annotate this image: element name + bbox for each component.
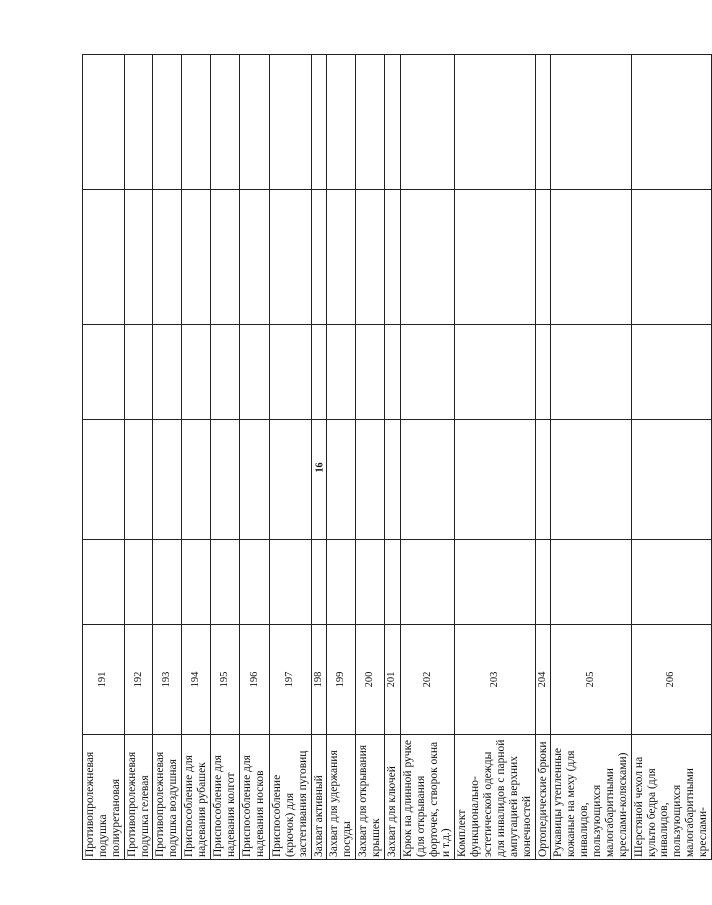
table-row	[182, 55, 211, 860]
empty-cell	[239, 325, 269, 420]
device-name-cell: Противопролежневая подушка воздушная	[153, 735, 182, 860]
row-number-cell: 197	[269, 625, 311, 735]
empty-cell	[153, 540, 182, 625]
device-name-cell: Противопролежневая подушка гелевая	[124, 735, 153, 860]
empty-cell	[83, 325, 125, 420]
device-name-cell: Приспособление для надевания колгот	[210, 735, 239, 860]
empty-cell	[269, 420, 311, 540]
empty-cell	[384, 420, 400, 540]
row-number-cell: 195	[210, 625, 239, 735]
device-name-cell: Комплект функционально-эстетической одежды для инвалидов с парной ампутацией верхних конечностей	[455, 735, 535, 860]
empty-cell	[83, 540, 125, 625]
empty-cell	[551, 55, 631, 190]
empty-cell	[182, 325, 211, 420]
empty-cell	[311, 420, 327, 540]
device-name-cell: Ортопедические брюки	[535, 735, 551, 860]
empty-cell	[311, 190, 327, 325]
empty-cell	[384, 55, 400, 190]
row-number-cell: 192	[124, 625, 153, 735]
empty-cell	[124, 55, 153, 190]
empty-cell	[356, 420, 385, 540]
table-row	[327, 55, 356, 860]
empty-cell	[311, 325, 327, 420]
device-name-cell: Приспособление (крючок) для застегивания пуговиц	[269, 735, 311, 860]
empty-cell	[311, 55, 327, 190]
empty-cell	[551, 190, 631, 325]
empty-cell	[182, 190, 211, 325]
table-row	[269, 55, 311, 860]
empty-cell	[400, 190, 455, 325]
empty-cell	[210, 325, 239, 420]
empty-cell	[153, 420, 182, 540]
empty-cell	[182, 420, 211, 540]
empty-cell	[239, 420, 269, 540]
empty-cell	[356, 190, 385, 325]
empty-cell	[400, 55, 455, 190]
row-number-cell: 191	[83, 625, 125, 735]
table-row	[384, 55, 400, 860]
empty-cell	[210, 540, 239, 625]
empty-cell	[83, 420, 125, 540]
row-number-cell: 194	[182, 625, 211, 735]
table-row	[551, 55, 631, 860]
table-row	[239, 55, 269, 860]
empty-cell	[455, 540, 535, 625]
table-row	[83, 55, 125, 860]
empty-cell	[356, 540, 385, 625]
device-name-cell: Приспособление для надевания носков	[239, 735, 269, 860]
row-number-cell: 203	[455, 625, 535, 735]
empty-cell	[535, 540, 551, 625]
device-name-cell: Захват для открывания крышек	[356, 735, 385, 860]
empty-cell	[182, 540, 211, 625]
empty-cell	[631, 420, 711, 540]
empty-cell	[269, 190, 311, 325]
row-number-cell: 200	[356, 625, 385, 735]
row-number-cell: 205	[551, 625, 631, 735]
row-number-cell: 206	[631, 625, 711, 735]
empty-cell	[400, 540, 455, 625]
empty-cell	[269, 325, 311, 420]
row-number-cell: 202	[400, 625, 455, 735]
page-number: 16	[314, 462, 326, 473]
empty-cell	[400, 325, 455, 420]
empty-cell	[239, 190, 269, 325]
empty-cell	[327, 55, 356, 190]
empty-cell	[153, 325, 182, 420]
empty-cell	[400, 420, 455, 540]
empty-cell	[83, 55, 125, 190]
empty-cell	[327, 190, 356, 325]
empty-cell	[455, 190, 535, 325]
empty-cell	[311, 540, 327, 625]
empty-cell	[182, 55, 211, 190]
empty-cell	[631, 540, 711, 625]
empty-cell	[631, 55, 711, 190]
empty-cell	[551, 540, 631, 625]
empty-cell	[631, 325, 711, 420]
table-row	[535, 55, 551, 860]
empty-cell	[210, 190, 239, 325]
empty-cell	[210, 55, 239, 190]
empty-cell	[535, 325, 551, 420]
table-row	[311, 55, 327, 860]
row-number-cell: 193	[153, 625, 182, 735]
row-number-cell: 201	[384, 625, 400, 735]
device-name-cell: Крюк на длинной ручке (для открывания форточек, створок окна и т.д.)	[400, 735, 455, 860]
empty-cell	[210, 420, 239, 540]
device-name-cell: Противопролежневая подушка полиуретановая	[83, 735, 125, 860]
device-name-cell: Приспособление для надевания рубашек	[182, 735, 211, 860]
row-number-cell: 204	[535, 625, 551, 735]
empty-cell	[124, 420, 153, 540]
empty-cell	[269, 540, 311, 625]
empty-cell	[455, 420, 535, 540]
table-row	[455, 55, 535, 860]
empty-cell	[535, 420, 551, 540]
table-row	[631, 55, 711, 860]
table-row	[400, 55, 455, 860]
empty-cell	[631, 190, 711, 325]
table-row	[124, 55, 153, 860]
table-row	[210, 55, 239, 860]
row-number-cell: 199	[327, 625, 356, 735]
empty-cell	[239, 55, 269, 190]
table-row	[153, 55, 182, 860]
empty-cell	[356, 55, 385, 190]
empty-cell	[327, 325, 356, 420]
device-name-cell: Шерстяной чехол на культю бедра (для инвалидов, пользующихся малогабаритными креслами-	[631, 735, 711, 860]
empty-cell	[327, 420, 356, 540]
empty-cell	[455, 55, 535, 190]
empty-cell	[124, 190, 153, 325]
empty-cell	[455, 325, 535, 420]
device-name-cell: Захват для удержания посуды	[327, 735, 356, 860]
empty-cell	[384, 190, 400, 325]
rotated-table-container	[82, 55, 709, 860]
empty-cell	[327, 540, 356, 625]
device-name-cell: Рукавицы утепленные кожаные на меху (для инвалидов, пользующихся малогабаритными креслами-колясками)	[551, 735, 631, 860]
assistive-devices-table	[82, 54, 712, 860]
empty-cell	[153, 190, 182, 325]
empty-cell	[384, 540, 400, 625]
empty-cell	[239, 540, 269, 625]
empty-cell	[551, 325, 631, 420]
empty-cell	[384, 325, 400, 420]
table-body	[83, 55, 712, 860]
table-row	[356, 55, 385, 860]
empty-cell	[551, 420, 631, 540]
device-name-cell: Захват активный	[311, 735, 327, 860]
device-name-cell: Захват для ключей	[384, 735, 400, 860]
empty-cell	[153, 55, 182, 190]
empty-cell	[269, 55, 311, 190]
empty-cell	[124, 540, 153, 625]
empty-cell	[535, 190, 551, 325]
empty-cell	[83, 190, 125, 325]
empty-cell	[535, 55, 551, 190]
empty-cell	[356, 325, 385, 420]
empty-cell	[124, 325, 153, 420]
row-number-cell: 196	[239, 625, 269, 735]
row-number-cell: 198	[311, 625, 327, 735]
